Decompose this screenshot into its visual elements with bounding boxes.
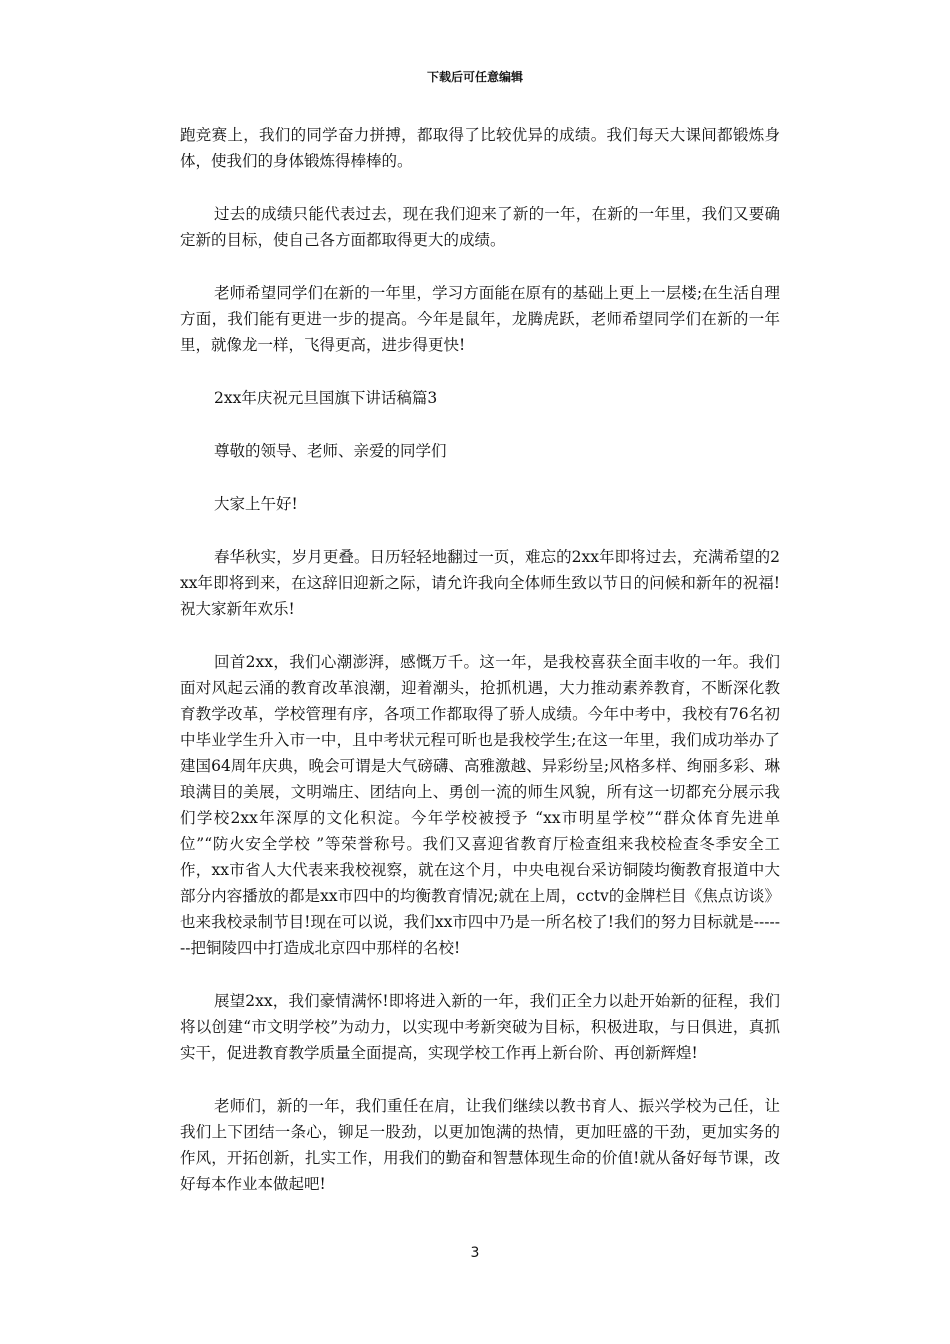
salutation: 尊敬的领导、老师、亲爱的同学们: [214, 442, 447, 460]
document-body: [180, 122, 780, 1224]
paragraph: 跑竞赛上，我们的同学奋力拼搏，都取得了比较优异的成绩。我们每天大课间都锻炼身体，使我们的身体锻炼得棒棒的。: [180, 126, 780, 170]
paragraph: 老师们，新的一年，我们重任在肩，让我们继续以教书育人、振兴学校为己任，让我们上下团结一条心，铆足一股劲，以更加饱满的热情，更加旺盛的干劲，更加实务的作风，开拓创新，扎实工作，用我们的勤奋和智慧体现生命的价值!就从备好每节课，改好每本作业本做起吧!: [180, 1097, 780, 1193]
paragraph: 回首2xx，我们心潮澎湃，感慨万千。这一年，是我校喜获全面丰收的一年。我们面对风起云涌的教育改革浪潮，迎着潮头，抢抓机遇，大力推动素养教育，不断深化教育教学改革，学校管理有序，各项工作都取得了骄人成绩。今年中考中，我校有76名初中毕业学生升入市一中，且中考状元程可昕也是我校学生;在这一年里，我们成功举办了建国64周年庆典，晚会可谓是大气磅礴、高雅激越、异彩纷呈;风格多样、绚丽多彩、琳琅满目的美展，文明端庄、团结向上、勇创一流的师生风貌，所有这一切都充分展示我们学校2xx年深厚的文化积淀。今年学校被授予 “xx市明星学校”“群众体育先进单位”“防火安全学校 ”等荣誉称号。我们又喜迎省教育厅检查组来我校检查冬季安全工作，xx市省人大代表来我校视察，就在这个月，中央电视台采访铜陵均衡教育报道中大部分内容播放的都是xx市四中的均衡教育情况;就在上周，cctv的金牌栏目《焦点访谈》也来我校录制节目!现在可以说，我们xx市四中乃是一所名校了!我们的努力目标就是-------把铜陵四中打造成北京四中那样的名校!: [180, 653, 780, 957]
paragraph: 过去的成绩只能代表过去，现在我们迎来了新的一年，在新的一年里，我们又要确定新的目标，使自己各方面都取得更大的成绩。: [180, 205, 780, 249]
page-header: 下载后可任意编辑: [426, 70, 523, 84]
paragraph: 展望2xx，我们豪情满怀!即将进入新的一年，我们正全力以赴开始新的征程，我们将以创建“市文明学校”为动力，以实现中考新突破为目标，积极进取，与日俱进，真抓实干，促进教育教学质量全面提高，实现学校工作再上新台阶、再创新辉煌!: [180, 992, 780, 1062]
page-number: 3: [470, 1245, 480, 1261]
paragraph: 老师希望同学们在新的一年里，学习方面能在原有的基础上更上一层楼;在生活自理方面，我们能有更进一步的提高。今年是鼠年，龙腾虎跃，老师希望同学们在新的一年里，就像龙一样，飞得更高，进步得更快!: [180, 284, 780, 354]
paragraph: 春华秋实，岁月更叠。日历轻轻地翻过一页，难忘的2xx年即将过去，充满希望的2xx年即将到来，在这辞旧迎新之际，请允许我向全体师生致以节日的问候和新年的祝福!祝大家新年欢乐!: [180, 548, 780, 618]
greeting: 大家上午好!: [214, 495, 298, 513]
section-title: 2xx年庆祝元旦国旗下讲话稿篇3: [214, 389, 438, 407]
